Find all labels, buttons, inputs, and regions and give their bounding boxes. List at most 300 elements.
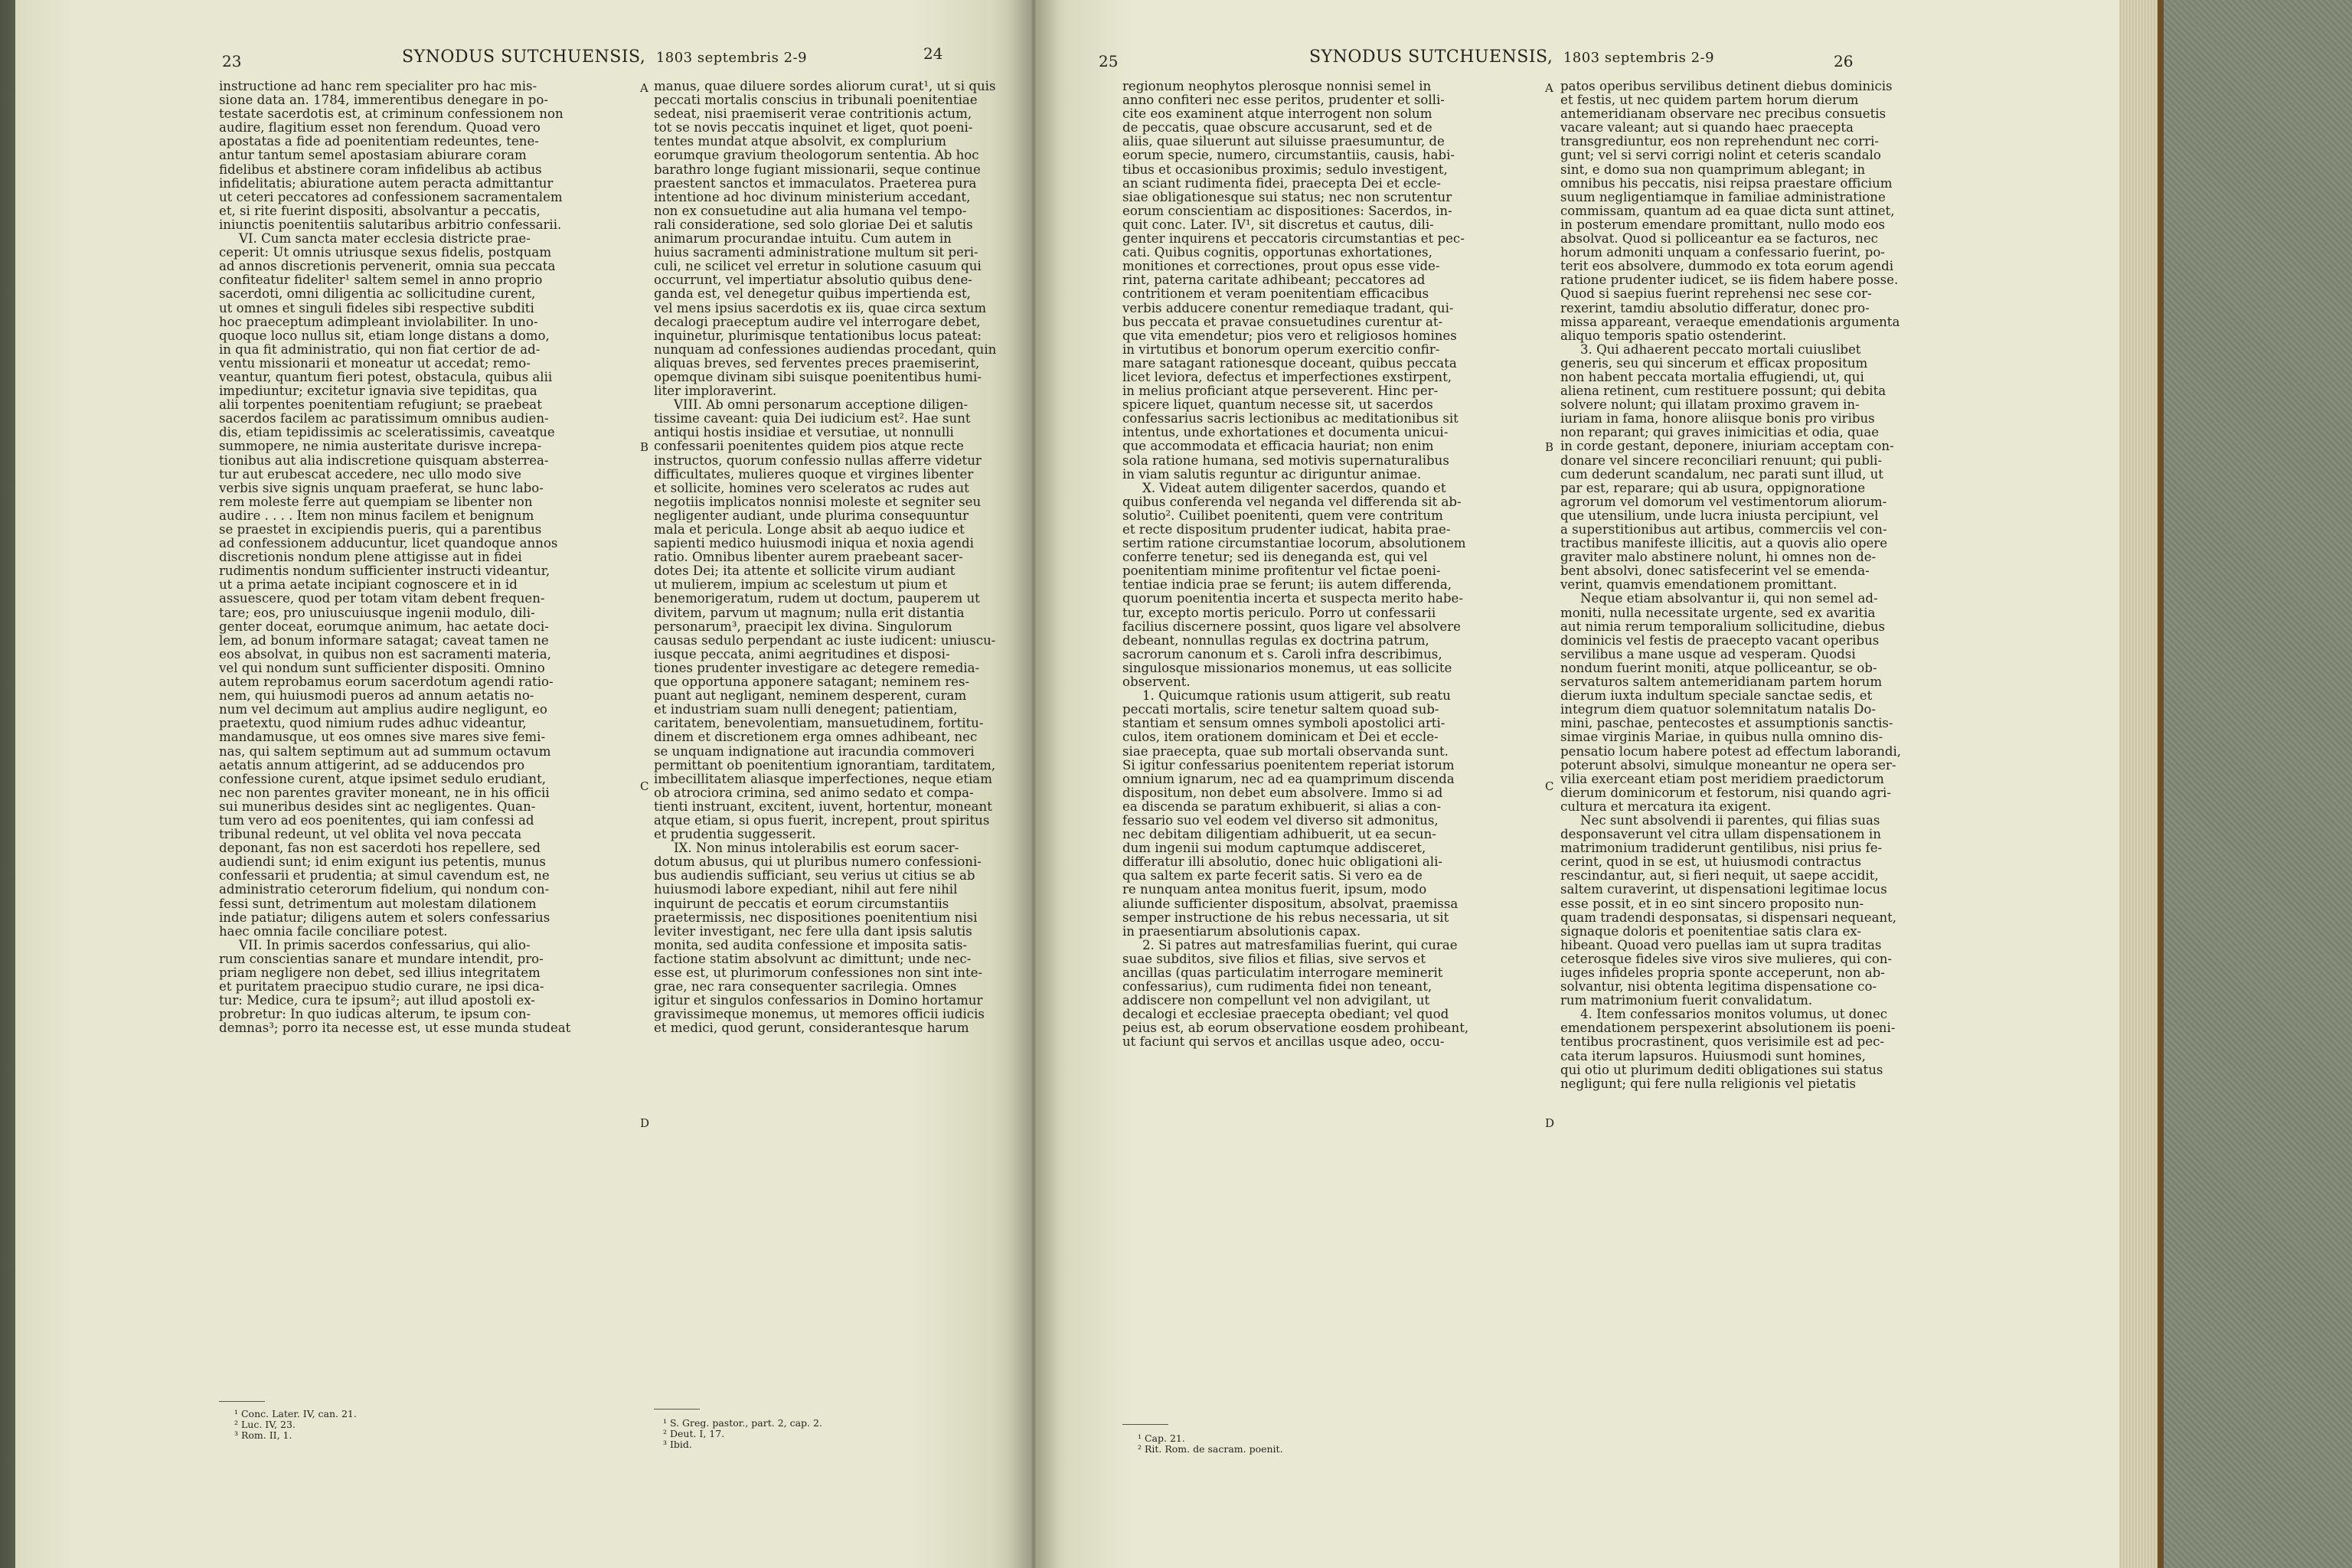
text-line: ad annos discretionis pervenerit, omnia sua peccata [219,259,556,274]
text-line: iusque peccata, animi aegritudines et disposi- [654,646,950,662]
text-line: imbecillitatem aliasque imperfectiones, neque etiam [654,771,992,786]
text-line: infidelitatis; abiuratione autem peracta admittantur [219,175,554,191]
text-line: rexerint, tamdiu absolutio differatur, donec pro- [1560,300,1870,315]
text-line: mala et pericula. Longe absit ab aequo iudice et [654,522,965,537]
text-line: dinem et discretionem erga omnes adhibeant, nec [654,730,978,745]
text-line: tiones prudenter investigare ac detegere remedia- [654,660,980,675]
text-line: veantur, quantum fieri potest, obstacula, quibus alii [219,369,553,384]
header-date: 1803 septembris 2-9 [1563,50,1715,66]
text-line: matrimonium tradiderunt gentilibus, nisi prius fe- [1560,841,1883,856]
text-line: non habent peccata mortalia effugiendi, ut, qui [1560,369,1864,384]
text-line: in melius proficiant atque perseverent. Hinc per- [1122,384,1439,399]
text-line: sola ratione humana, sed motivis supernaturalibus [1122,452,1449,468]
text-line: nunquam ad confessiones audiendas procedant, quin [654,341,997,357]
text-line: tentiae indicia prae se ferunt; iis autem differenda, [1122,577,1452,593]
text-line: in viam salutis reguntur ac diriguntur animae. [1122,466,1422,482]
running-header [402,47,807,67]
text-line: ut ceteri peccatores ad confessionem sacramentalem [219,189,563,204]
text-line: rint, paterna caritate adhibeant; peccatores ad [1122,273,1426,288]
text-line: in corde gestant, deponere, iniuriam acceptam con- [1560,439,1894,454]
text-line: num vel decimum aut amplius audire negligunt, eo [219,702,547,717]
footnote-rule [219,1401,265,1402]
text-line: simae virginis Mariae, in quibus nulla omnino dis- [1560,730,1883,745]
text-line: et industriam suam nulli denegent; patientiam, [654,702,958,717]
text-line: absolvat. Quod si polliceantur ea se facturos, nec [1560,231,1878,247]
text-line: negligenter audiant, unde plurima consequuntur [654,508,969,523]
text-line: sui muneribus desides sint ac negligentes. Quan- [219,799,536,814]
text-line: hoc praeceptum adimpleant inviolabiliter. In uno- [219,314,538,329]
left-column-1 [219,80,639,1035]
text-line: tur, excepto mortis periculo. Porro ut confessarii [1122,605,1436,620]
text-line: antur tantum semel apostasiam abiurare coram [219,148,527,163]
text-line: verbis sive signis unquam praeferat, se hunc labo- [219,480,544,495]
text-line: et festis, ut nec quidem partem horum dierum [1560,93,1859,108]
text-line: tribunal redeunt, ut vel oblita vel nova peccata [219,827,522,842]
text-line: peccati mortalis, scire tenetur saltem quoad sub- [1122,702,1439,717]
text-line: tot se novis peccatis inquinet et liget, quot poeni- [654,120,973,136]
text-line: apostatas a fide ad poenitentiam redeuntes, tene- [219,134,539,149]
text-line: Nec sunt absolvendi ii parentes, qui filias suas [1580,812,1880,828]
text-line: administratio ceterorum fidelium, qui nondum con- [219,882,550,897]
text-line: et recte dispositum prudenter iudicat, habita prae- [1122,522,1451,537]
text-line: confessarius), cum rudimenta fidei non teneant, [1122,979,1432,995]
text-line: animarum procurandae intuitu. Cum autem in [654,231,952,247]
text-line: VIII. Ab omni personarum acceptione diligen- [674,397,969,413]
text-line: Neque etiam absolvantur ii, qui non semel ad- [1580,591,1878,606]
text-line: antemeridianam observare nec precibus consuetis [1560,106,1886,122]
text-line: bus audiendis sufficiant, seu verius ut citius se ab [654,868,975,884]
text-line: difficultates, mulieres quoque et virgines libenter [654,466,974,482]
page-number: 26 [1834,52,1854,70]
text-line: impediuntur; excitetur ignavia sive tepiditas, qua [219,384,537,399]
text-line: in praesentiarum absolutionis capax. [1122,923,1361,939]
text-line: causas sedulo perpendant ac iuste iudicent: uniuscu- [654,632,996,648]
text-line: semper instructione de his rebus necessaria, ut sit [1122,910,1449,925]
text-line: ratione prudenter iudicet, se iis fidem habere posse. [1560,273,1899,288]
text-line: eos absolvat, in quibus non est sacramenti materia, [219,646,551,662]
text-line: culos, item orationem dominicam et Dei et eccle- [1122,730,1439,745]
text-line: quam tradendi desponsatas, si dispensari nequeant, [1560,910,1897,925]
text-line: agrorum vel domorum vel vestimentorum aliorum- [1560,494,1887,509]
page-edges [2119,0,2159,1568]
text-line: poenitentiam minime profitentur vel fictae poeni- [1122,564,1441,579]
text-line: rali consideratione, sed solo gloriae Dei et salutis [654,217,973,232]
text-line: tionibus aut alia indiscretione quisquam absterrea- [219,452,549,468]
right-column-2 [1560,80,1980,1091]
text-line: suae subditos, sive filios et filias, sive servos et [1122,951,1426,966]
text-line: peccati mortalis conscius in tribunali poenitentiae [654,93,978,108]
margin-mark: C [640,779,649,793]
text-line: tur: Medice, cura te ipsum²; aut illud apostoli ex- [219,993,535,1008]
text-line: missa appareant, veraeque emendationis argumenta [1560,314,1900,329]
text-line: signaque doloris et poenitentiae satis clara ex- [1560,923,1861,939]
footnote: ¹ Cap. 21. [1138,1432,1185,1444]
footnote-rule [1122,1424,1168,1425]
text-line: regionum neophytos plerosque nonnisi semel in [1122,79,1432,93]
text-line: verint, quamvis emendationem promittant. [1560,577,1838,593]
text-line: desponsaverunt vel citra ullam dispensationem in [1560,827,1881,842]
text-line: summopere, ne nimia austeritate durisve increpa- [219,439,542,454]
text-line: se praestet in excipiendis pueris, qui a parentibus [219,522,542,537]
text-line: decalogi praeceptum audire vel interrogare debet, [654,314,981,329]
text-line: pensatio locum habere potest ad effectum laborandi, [1560,743,1902,759]
footnote: ¹ Conc. Later. IV, can. 21. [234,1408,357,1419]
text-line: licet leviora, defectus et imperfectiones exstirpent, [1122,369,1452,384]
text-line: ancillas (quas particulatim interrogare meminerit [1122,965,1443,980]
text-line: dominicis vel festis de praecepto vacant operibus [1560,632,1880,648]
text-line: huiusmodi labore expediant, nihil aut fere nihil [654,882,958,897]
text-line: in qua fit administratio, qui non fiat certior de ad- [219,341,541,357]
text-line: sedeat, nisi praemiserit verae contritionis actum, [654,106,972,122]
text-line: servilibus a mane usque ad vesperam. Quodsi [1560,646,1856,662]
text-line: que opportuna apponere satagant; neminem res- [654,675,970,690]
text-line: leviter investigant, nec fere ulla dant ipsis salutis [654,923,972,939]
text-line: personarum³, praecipit lex divina. Singulorum [654,619,952,634]
cloth-background [2164,0,2352,1568]
text-line: ut omnes et singuli fideles sibi respective subditi [219,300,534,315]
margin-mark: D [1545,1116,1555,1130]
text-line: rudimentis nondum sufficienter instructi videantur, [219,564,550,579]
text-line: peius est, ab eorum observatione eosdem prohibeant, [1122,1021,1469,1036]
text-line: tentes mundat atque absolvit, ex complurium [654,134,946,149]
text-line: nec debitam diligentiam adhibuerit, ut ea secun- [1122,827,1436,842]
text-line: de peccatis, quae obscure accusarunt, sed et de [1122,120,1432,136]
text-line: esse est, ut plurimorum confessiones non sint inte- [654,965,983,980]
text-line: praetermissis, nec dispositiones poenitentium nisi [654,910,978,925]
text-line: barathro longe fugiant missionarii, seque continue [654,162,981,177]
text-line: ut a prima aetate incipiant cognoscere et in id [219,577,518,593]
text-line: a superstitionibus aut artibus, commerciis vel con- [1560,522,1887,537]
text-line: cata iterum lapsuros. Huiusmodi sunt homines, [1560,1048,1866,1063]
text-line: nem, qui huiusmodi pueros ad annum aetatis no- [219,688,534,704]
text-line: rum conscientias sanare et mundare intendit, pro- [219,951,544,966]
book-cover [2158,0,2164,1568]
text-line: quoque loco nullus sit, etiam longe distans a domo, [219,328,550,343]
text-line: ratio. Omnibus libenter aurem praebeant sacer- [654,550,963,565]
text-line: sacerdos facilem ac paratissimum omnibus audien- [219,411,549,426]
margin-mark: C [1545,779,1554,793]
footnote: ² Rit. Rom. de sacram. poenit. [1138,1443,1283,1455]
text-line: IX. Non minus intolerabilis est eorum sacer- [674,841,959,856]
left-column-2 [654,80,1034,1035]
text-line: tissime caveant: quia Dei iudicium est². Hae sunt [654,411,971,426]
text-line: integrum diem quatuor solemnitatum natalis Do- [1560,702,1876,717]
text-line: que utensilium, unde lucra iniusta percipiunt, vel [1560,508,1879,523]
text-line: ad confessionem adducuntur, licet quandoque annos [219,536,558,551]
text-line: 4. Item confessarios monitos volumus, ut donec [1580,1007,1888,1022]
text-line: 2. Si patres aut matresfamilias fuerint, qui curae [1142,937,1458,952]
text-line: confessarii poenitentes quidem pios atque recte [654,439,964,454]
text-line: rum matrimonium fuerit convalidatum. [1560,993,1813,1008]
text-line: et medici, quod gerunt, considerantesque harum [654,1021,969,1036]
right-column-1 [1122,80,1542,1050]
text-line: hibeant. Quoad vero puellas iam ut supra traditas [1560,937,1882,952]
text-line: servaturos saltem antemeridianam partem horum [1560,675,1883,690]
header-title: SYNODUS SUTCHUENSIS, [1309,47,1553,67]
text-line: an sciant rudimenta fidei, praecepta Dei et eccle- [1122,175,1441,191]
page-number: 24 [923,44,943,63]
text-line: benemorigeratum, rudem ut doctum, pauperem ut [654,591,980,606]
text-line: graviter malo abstinere nolunt, hi omnes non de- [1560,550,1877,565]
text-line: emendationem perspexerint absolutionem iis poeni- [1560,1021,1896,1036]
text-line: solutio². Cuilibet poenitenti, quem vere contritum [1122,508,1443,523]
footnotes-right-1 [1138,1433,1367,1455]
text-line: factione statim absolvunt ac dimittunt; unde nec- [654,951,972,966]
text-line: deponant, fas non est sacerdoti hos repellere, sed [219,841,541,856]
text-line: cultura et mercatura ita exigent. [1560,799,1772,814]
text-line: quit conc. Later. IV¹, sit discretus et cautus, dili- [1122,217,1434,232]
text-line: eorum specie, numero, circumstantiis, causis, habi- [1122,148,1455,163]
text-line: mare satagant rationesque doceant, quibus peccata [1122,355,1457,371]
text-line: negligunt; qui fere nulla religionis vel pietatis [1560,1076,1856,1091]
text-line: 3. Qui adhaerent peccato mortali cuiuslibet [1580,341,1861,357]
text-line: tractibus manifeste illicitis, aut a quovis alio opere [1560,536,1888,551]
text-line: conferre tenetur; sed iis deneganda est, qui vel [1122,550,1428,565]
text-line: aliena retinent, cum restituere possunt; qui debita [1560,384,1886,399]
text-line: praestent sanctos et immaculatos. Praeterea pura [654,175,977,191]
text-line: ob atrociora crimina, sed animo sedato et compa- [654,785,974,800]
text-line: confessarius sacris lectionibus ac meditationibus sit [1122,411,1459,426]
text-line: quibus conferenda vel neganda vel differenda sit ab- [1122,494,1462,509]
text-line: cite eos examinent atque interrogent non solum [1122,106,1432,122]
text-line: omnium ignarum, nec ad ea quamprimum discenda [1122,771,1455,786]
text-line: observent. [1122,675,1191,690]
text-line: dierum dominicorum et festorum, nisi quando agri- [1560,785,1891,800]
text-line: contritionem et veram poenitentiam efficacibus [1122,286,1429,302]
text-line: vacare valeant; aut si quando haec praecepta [1560,120,1854,136]
text-line: monita, sed audita confessione et imposita satis- [654,937,968,952]
text-line: rescindantur, aut, si fieri nequit, ut saepe accidit, [1560,868,1879,884]
margin-mark: B [640,440,649,454]
text-line: singulosque missionarios monemus, ut eas sollicite [1122,660,1452,675]
left-page [15,0,1034,1568]
text-line: eorum conscientiam ac dispositiones: Sacerdos, in- [1122,203,1452,218]
text-line: gunt; vel si servi corrigi nolint et ceteris scandalo [1560,148,1881,163]
text-line: aut nimia rerum temporalium sollicitudine, diebus [1560,619,1886,634]
margin-mark: D [640,1116,650,1130]
text-line: tum vero ad eos poenitentes, qui iam confessi ad [219,812,534,828]
text-line: verbis adducere conentur remediaque tradant, qui- [1122,300,1454,315]
text-line: spicere liquet, quantum necesse sit, ut sacerdos [1122,397,1433,413]
footnote: ² Deut. I, 17. [663,1428,725,1439]
text-line: sacerdoti, omni diligentia ac sollicitudine curent, [219,286,536,302]
margin-mark: A [640,81,648,95]
text-line: se unquam indignatione aut iracundia commoveri [654,743,975,759]
text-line: qui otio ut plurimum dediti obligationes sui status [1560,1062,1883,1077]
text-line: mini, paschae, pentecostes et assumptionis sanctis- [1560,716,1893,731]
footnote: ² Luc. IV, 23. [234,1419,296,1430]
text-line: patos operibus servilibus detinent diebus dominicis [1560,79,1893,93]
text-line: autem reprobamus eorum sacerdotum agendi ratio- [219,675,554,690]
text-line: solvantur, nisi obtenta legitima dispensatione co- [1560,979,1877,995]
text-line: antiqui hostis insidiae et versutiae, ut nonnulli [654,425,954,440]
text-line: et puritatem praecipuo studio curare, ne ipsi dica- [219,979,544,995]
text-line: horum admoniti unquam a confessario fuerint, po- [1560,245,1885,260]
text-line: confiteatur fideliter¹ saltem semel in anno proprio [219,273,543,288]
text-line: dis, etiam tepidissimis ac sceleratissimis, caveatque [219,425,555,440]
text-line: iuriam in fama, honore aliisque bonis pro viribus [1560,411,1875,426]
text-line: bus peccata et pravae consuetudines curentur at- [1122,314,1443,329]
text-line: dotum abusus, qui ut pluribus numero confessioni- [654,854,982,870]
text-line: dotes Dei; ita attente et sollicite virum audiant [654,564,956,579]
text-line: par est, reparare; qui ab usura, oppignoratione [1560,480,1866,495]
page-number: 25 [1099,52,1119,70]
text-line: et sollicite, homines vero sceleratos ac rudes aut [654,480,969,495]
text-line: dispositum, non debet eum absolvere. Immo si ad [1122,785,1443,800]
text-line: moniti, nulla necessitate urgente, sed ex avaritia [1560,605,1876,620]
text-line: probretur: In quo iudicas alterum, te ipsum con- [219,1007,531,1022]
text-line: vilia exerceant etiam post meridiem praedictorum [1560,771,1884,786]
book-gutter [1009,0,1058,1568]
text-line: confessione curent, atque ipsimet sedulo erudiant, [219,771,547,786]
text-line: aliunde sufficienter dispositum, absolvat, praemissa [1122,896,1459,911]
text-line: praetextu, quod nimium rudes adhuc videantur, [219,716,527,731]
footnote-rule [654,1409,700,1410]
text-line: omnibus his peccatis, nisi reipsa praestare officium [1560,175,1893,191]
text-line: sertim ratione circumstantiae locorum, absolutionem [1122,536,1466,551]
text-line: facilius discernere possint, quos ligare vel absolvere [1122,619,1461,634]
text-line: sacrorum canonum et s. Caroli infra describimus, [1122,646,1442,662]
text-line: permittant ob poenitentium ignorantiam, tarditatem, [654,757,996,773]
text-line: divitem, parvum ut magnum; nulla erit distantia [654,605,965,620]
text-line: que accommodata et efficacia hauriat; non enim [1122,439,1434,454]
text-line: mandamusque, ut eos omnes sive mares sive femi- [219,730,546,745]
text-line: ut faciunt qui servos et ancillas usque adeo, occu- [1122,1034,1445,1050]
text-line: et, si rite fuerint dispositi, absolvantur a peccatis, [219,203,541,218]
text-line: ceterosque fideles sive viros sive mulieres, qui con- [1560,951,1892,966]
text-line: audire, flagitium esset non ferendum. Quoad vero [219,120,541,136]
text-line: iniunctis poenitentiis salutaribus arbitrio confessarii. [219,217,562,232]
text-line: donare vel sincere reconciliari renuunt; qui publi- [1560,452,1883,468]
text-line: vel qui nondum sunt sufficienter dispositi. Omnino [219,660,545,675]
text-line: caritatem, benevolentiam, mansuetudinem, fortitu- [654,716,984,731]
text-line: assuescere, quod per totam vitam debent frequen- [219,591,545,606]
text-line: nas, qui saltem septimum aut ad summum octavum [219,743,551,759]
text-line: aliquo temporis spatio ostenderint. [1560,328,1787,343]
text-line: cum dederunt scandalum, nec parati sunt illud, ut [1560,466,1883,482]
text-line: testate sacerdotis est, at criminum confessionem non [219,106,564,122]
footnotes-left-2 [663,1418,893,1450]
text-line: re nunquam antea monitus fuerit, ipsum, modo [1122,882,1427,897]
text-line: solvere nolunt; qui illatam proximo gravem in- [1560,397,1860,413]
text-line: ventu missionarii et moneatur ut accedat; remo- [219,355,531,371]
text-line: iuges infideles propria sponte acceperunt, non ab- [1560,965,1885,980]
text-line: demnas³; porro ita necesse est, ut esse munda studeat [219,1021,571,1036]
text-line: opemque divinam sibi suisque poenitentibus humi- [654,369,982,384]
text-line: siae obligationesque sui status; nec non scrutentur [1122,189,1452,204]
text-line: poterunt absolvi, simulque moneantur ne opera ser- [1560,757,1896,773]
footnotes-left-1 [234,1409,464,1441]
text-line: fessario suo vel eodem vel diverso sit admonitus, [1122,812,1439,828]
text-line: addiscere non compellunt vel non advigilant, ut [1122,993,1430,1008]
text-line: fessi sunt, detrimentum aut molestam dilationem [219,896,537,911]
text-line: suum negligentiamque in familiae administratione [1560,189,1886,204]
text-line: esse possit, et in eo sint sincero proposito nun- [1560,896,1864,911]
text-line: inquinetur, plurimisque tentationibus locus pateat: [654,328,982,343]
text-line: ganda est, vel denegetur quibus impertienda est, [654,286,971,302]
text-line: genter doceat, eorumque animum, hac aetate doci- [219,619,549,634]
text-line: grae, nec rara consequenter sacrilegia. Omnes [654,979,957,995]
text-line: tibus et occasionibus proximis; sedulo investigent, [1122,162,1448,177]
header-date: 1803 septembris 2-9 [655,50,808,66]
text-line: ea discenda se paratum exhibuerit, si alias a con- [1122,799,1442,814]
text-line: puant aut negligant, neminem desperent, curam [654,688,967,704]
text-line: 1. Quicumque rationis usum attigerit, sub reatu [1142,688,1451,704]
text-line: X. Videat autem diligenter sacerdos, quando et [1142,480,1446,495]
text-line: aliquas breves, sed ferventes preces praemiserint, [654,355,980,371]
text-line: negotiis implicatos nonnisi moleste et segniter seu [654,494,982,509]
text-line: siae praecepta, quae sub mortali observanda sunt. [1122,743,1449,759]
text-line: anno confiteri nec esse peritos, prudenter et solli- [1122,93,1445,108]
text-line: bent absolvi, donec satisfecerint vel se emenda- [1560,564,1870,579]
text-line: ut mulierem, impium ac scelestum ut pium et [654,577,948,593]
text-line: sint, e domo sua non quamprimum ablegant; in [1560,162,1866,177]
text-line: quorum poenitentia incerta et suspecta merito habe- [1122,591,1463,606]
text-line: genter inquirens et peccatoris circumstantias et pec- [1122,231,1465,247]
text-line: audiendi sunt; id enim exigunt ius petentis, munus [219,854,546,870]
text-line: discretionis nondum plene attigisse aut in fidei [219,550,522,565]
text-line: dum ingenii sui modum captumque addisceret, [1122,841,1426,856]
text-line: Quod si saepius fuerint reprehensi nec sese cor- [1560,286,1872,302]
text-line: sione data an. 1784, immerentibus denegare in po- [219,93,548,108]
text-line: stantiam et sensum omnes symboli apostolici arti- [1122,716,1446,731]
text-line: tienti instruant, excitent, iuvent, hortentur, moneant [654,799,992,814]
text-line: rem moleste ferre aut quempiam se libenter non [219,494,533,509]
text-line: nec non parentes graviter moneant, ne in his officii [219,785,550,800]
text-line: haec omnia facile conciliare potest. [219,923,448,939]
right-page [1034,0,2136,1568]
text-line: manus, quae diluere sordes aliorum curat¹, ut si quis [654,79,996,93]
text-line: alii torpentes poenitentiam refugiunt; se praebeat [219,397,542,413]
footnote: ³ Ibid. [663,1439,692,1450]
text-line: priam negligere non debet, sed illius integritatem [219,965,541,980]
text-line: occurrunt, vel impertiatur absolutio quibus dene- [654,273,972,288]
text-line: aetatis annum attigerint, ad se adducendos pro [219,757,525,773]
text-line: ceperit: Ut omnis utriusque sexus fidelis, postquam [219,245,552,260]
text-line: inquirunt de peccatis et eorum circumstantiis [654,896,949,911]
text-line: liter imploraverint. [654,384,777,399]
text-line: tentibus procrastinent, quos verisimile est ad pec- [1560,1034,1885,1050]
text-line: generis, seu qui sincerum et efficax propositum [1560,355,1868,371]
text-line: decalogi et ecclesiae praecepta obediant; vel quod [1122,1007,1449,1022]
text-line: intentus, unde exhortationes et documenta unicui- [1122,425,1449,440]
footnote: ¹ S. Greg. pastor., part. 2, cap. 2. [663,1417,822,1429]
margin-mark: B [1545,440,1554,454]
margin-mark: A [1545,81,1553,95]
text-line: commissam, quantum ad ea quae dicta sunt attinet, [1560,203,1895,218]
text-line: tare; eos, pro uniuscuiusque ingenii modulo, dili- [219,605,535,620]
text-line: instructione ad hanc rem specialiter pro hac mis- [219,79,537,93]
text-line: sapienti medico huiusmodi iniqua et noxia agendi [654,536,974,551]
text-line: non reparant; qui graves inimicitias et odia, quae [1560,425,1880,440]
text-line: audire . . . . Item non minus facilem et benignum [219,508,534,523]
text-line: confessarii et prudentia; at simul cavendum est, ne [219,868,550,884]
text-line: et prudentia suggesserit. [654,827,816,842]
text-line: qua saltem ex parte fecerit satis. Si vero ea de [1122,868,1423,884]
text-line: atque etiam, si opus fuerit, increpent, prout spiritus [654,812,990,828]
text-line: inde patiatur; diligens autem et solers confessarius [219,910,550,925]
text-line: nondum fuerint moniti, atque polliceantur, se ob- [1560,660,1877,675]
text-line: aliis, quae siluerunt aut siluisse praesumuntur, de [1122,134,1445,149]
text-line: cerint, quod in se est, ut huiusmodi contractus [1560,854,1861,870]
text-line: instructos, quorum confessio nullas afferre videtur [654,452,982,468]
text-line: eorumque gravium theologorum sententia. Ab hoc [654,148,979,163]
text-line: transgrediuntur, eos non reprehendunt nec corri- [1560,134,1880,149]
footnote: ³ Rom. II, 1. [234,1429,292,1441]
text-line: differatur illi absolutio, donec huic obligationi ali- [1122,854,1442,870]
text-line: igitur et singulos confessarios in Domino hortamur [654,993,983,1008]
text-line: vel mens ipsius sacerdotis ex iis, quae circa sextum [654,300,987,315]
